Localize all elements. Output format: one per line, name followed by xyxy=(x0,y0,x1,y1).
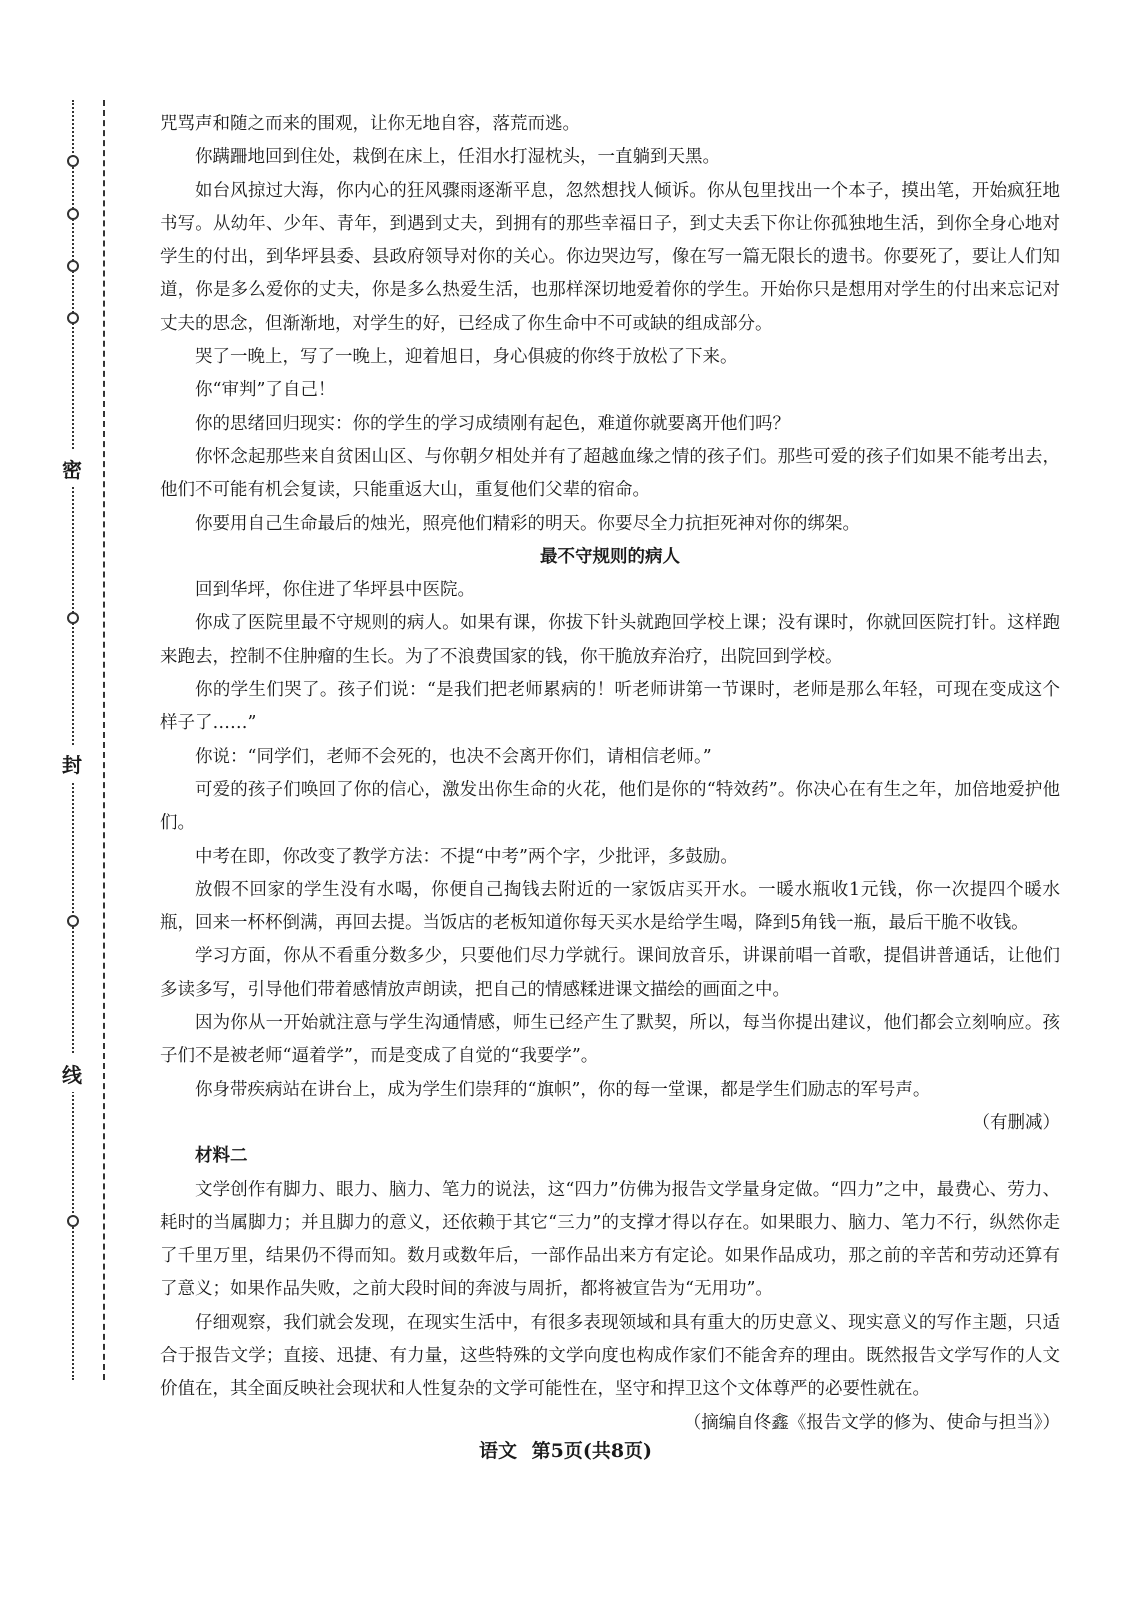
paragraph: 如台风掠过大海，你内心的狂风骤雨逐渐平息，忽然想找人倾诉。你从包里找出一个本子，摸出笔，开始疯狂地书写。从幼年、少年、青年，到遇到丈夫，到拥有的那些幸福日子，到丈夫丢下你让你孤独地生活，到你全身心地对学生的付出，到华坪县委、县政府领导对你的关心。你边哭边写，像在写一篇无限长的遗书。你要死了，要让人们知道，你是多么爱你的丈夫，你是多么热爱生活，也那样深切地爱着你的学生。开始你只是想用对学生的付出来忘记对丈夫的思念，但渐渐地，对学生的好，已经成了你生命中不可或缺的组成部分。 xyxy=(160,180,1060,334)
dotted-binding-line xyxy=(72,100,74,1380)
dashed-cut-line xyxy=(103,100,105,1380)
paragraph: 你“审判”了自己！ xyxy=(195,380,336,401)
binding-hole-icon xyxy=(67,312,79,324)
paragraph: 中考在即，你改变了教学方法：不提“中考”两个字，少批评，多鼓励。 xyxy=(195,846,738,867)
paragraph: 因为你从一开始就注意与学生沟通情感，师生已经产生了默契，所以，每当你提出建议，他们都会立刻响应。孩子们不是被老师“逼着学”，而是变成了自觉的“我要学”。 xyxy=(160,1013,1060,1067)
footer-subject: 语文 xyxy=(478,1440,517,1462)
binding-hole-icon xyxy=(67,915,79,927)
paragraph: 学习方面，你从不看重分数多少，只要他们尽力学就行。课间放音乐，讲课前唱一首歌，提倡讲普通话，让他们多读多写，引导他们带着感情放声朗读，把自己的情感糅进课文描绘的画面之中。 xyxy=(160,946,1060,1000)
binding-margin xyxy=(58,100,118,1380)
binding-hole-icon xyxy=(67,612,79,624)
paragraph: 你蹒跚地回到住处，栽倒在床上，任泪水打湿枕头，一直躺到天黑。 xyxy=(195,147,720,168)
binding-hole-icon xyxy=(67,260,79,272)
paragraph: 你身带疾病站在讲台上，成为学生们崇拜的“旗帜”，你的每一堂课，都是学生们励志的军号声。 xyxy=(195,1079,931,1100)
paragraph: 放假不回家的学生没有水喝，你便自己掏钱去附近的一家饭店买开水。一暖水瓶收1元钱，你一次提四个暖水瓶，回来一杯杯倒满，再回去提。当饭店的老板知道你每天买水是给学生喝，降到5角钱一瓶，最后干脆不收钱。 xyxy=(160,879,1060,934)
paragraph: 你成了医院里最不守规则的病人。如果有课，你拔下针头就跑回学校上课；没有课时，你就回医院打针。这样跑来跑去，控制不住肿瘤的生长。为了不浪费国家的钱，你干脆放弃治疗，出院回到学校。 xyxy=(160,613,1060,667)
page-content xyxy=(160,108,1060,1440)
paragraph: 可爱的孩子们唤回了你的信心，激发出你生命的火花，他们是你的“特效药”。你决心在有生之年，加倍地爱护他们。 xyxy=(160,779,1060,834)
paragraph: 你的学生们哭了。孩子们说：“是我们把老师累病的！听老师讲第一节课时，老师是那么年轻，可现在变成这个样子了……” xyxy=(160,680,1060,734)
source-citation: （摘编自佟鑫《报告文学的修为、使命与担当》） xyxy=(683,1412,1060,1433)
binding-hole-icon xyxy=(67,155,79,167)
paragraph: 咒骂声和随之而来的围观，让你无地自容，落荒而逃。 xyxy=(160,114,580,134)
paragraph: 仔细观察，我们就会发现，在现实生活中，有很多表现领域和具有重大的历史意义、现实意义的写作主题，只适合于报告文学；直接、迅捷、有力量，这些特殊的文学向度也构成作家们不能舍弃的理由。既然报告文学写作的人文价值在，其全面反映社会现状和人性复杂的文学可能性在，坚守和捍卫这个文体尊严的必要性就在。 xyxy=(160,1312,1060,1400)
section-subheading: 最不守规则的病人 xyxy=(540,546,680,567)
abridged-note: （有删减） xyxy=(972,1112,1060,1133)
seal-char-xian: 线 xyxy=(62,1055,82,1092)
page-footer xyxy=(0,1436,1131,1463)
binding-hole-icon xyxy=(67,1215,79,1227)
paragraph: 你说：“同学们，老师不会死的，也决不会离开你们，请相信老师。” xyxy=(195,746,712,767)
paragraph: 哭了一晚上，写了一晚上，迎着旭日，身心俱疲的你终于放松了下来。 xyxy=(195,347,738,368)
binding-hole-icon xyxy=(67,208,79,220)
paragraph: 你怀念起那些来自贫困山区、与你朝夕相处并有了超越血缘之情的孩子们。那些可爱的孩子们如果不能考出去，他们不可能有机会复读，只能重返大山，重复他们父辈的宿命。 xyxy=(160,446,1060,501)
material-heading: 材料二 xyxy=(195,1146,248,1167)
seal-char-mi: 密 xyxy=(62,450,82,487)
seal-char-feng: 封 xyxy=(62,745,82,782)
paragraph: 文学创作有脚力、眼力、脑力、笔力的说法，这“四力”仿佛为报告文学量身定做。“四力”之中，最费心、劳力、耗时的当属脚力；并且脚力的意义，还依赖于其它“三力”的支撑才得以存在。如果眼力、脑力、笔力不行，纵然你走了千里万里，结果仍不得而知。数月或数年后，一部作品出来方有定论。如果作品成功，那之前的辛苦和劳动还算有了意义；如果作品失败，之前大段时间的奔波与周折，都将被宣告为“无用功”。 xyxy=(160,1179,1060,1300)
paragraph: 回到华坪，你住进了华坪县中医院。 xyxy=(195,580,475,601)
footer-page-number: 第5页(共8页) xyxy=(531,1440,653,1462)
paragraph: 你要用自己生命最后的烛光，照亮他们精彩的明天。你要尽全力抗拒死神对你的绑架。 xyxy=(195,513,860,534)
paragraph: 你的思绪回归现实：你的学生的学习成绩刚有起色，难道你就要离开他们吗？ xyxy=(195,413,790,434)
